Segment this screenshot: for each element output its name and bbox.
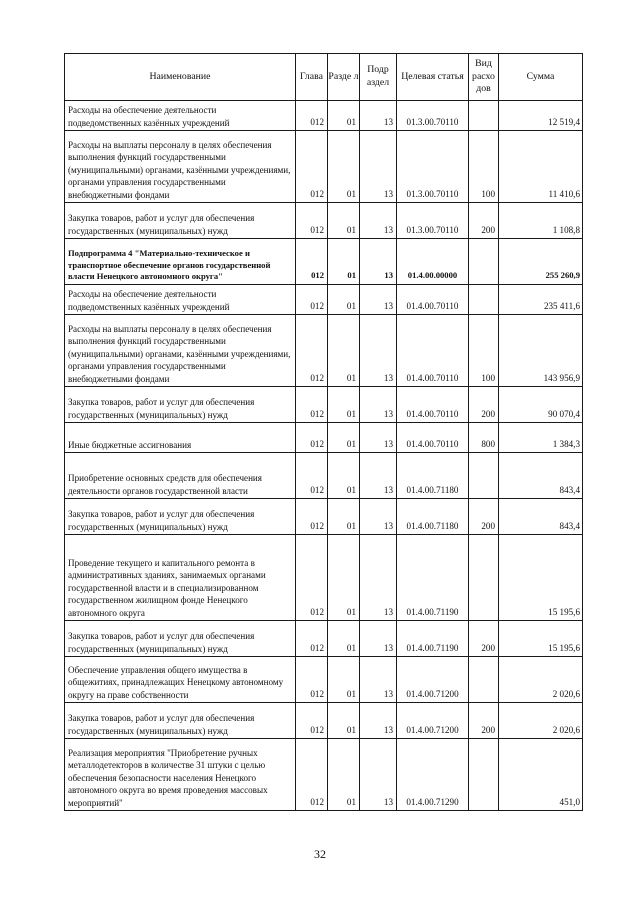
table-row: [65, 621, 583, 657]
row-name: Расходы на выплаты персоналу в целях обеспечения выполнения функций государственными (муниципальными) органами, казёнными учреждениями, органами управления государственными внебюджетными фондами: [65, 315, 296, 387]
row-sum: 1 384,3: [499, 423, 583, 453]
row-glava: 012: [296, 657, 328, 703]
row-glava: 012: [296, 101, 328, 131]
row-vid: [469, 101, 499, 131]
row-podrazdel: 13: [360, 739, 397, 811]
row-glava: 012: [296, 285, 328, 315]
row-target: 01.4.00.70110: [397, 285, 469, 315]
row-podrazdel: 13: [360, 315, 397, 387]
header-name: Наименование: [65, 54, 296, 101]
row-sum: 15 195,6: [499, 621, 583, 657]
table-row: [65, 387, 583, 423]
row-glava: 012: [296, 423, 328, 453]
row-podrazdel: 13: [360, 703, 397, 739]
row-razdel: 01: [328, 239, 360, 285]
row-podrazdel: 13: [360, 285, 397, 315]
table-row: [65, 657, 583, 703]
row-name: Приобретение основных средств для обеспечения деятельности органов государственной власти: [65, 453, 296, 499]
row-podrazdel: 13: [360, 499, 397, 535]
row-target: 01.4.00.71190: [397, 621, 469, 657]
table-row: [65, 239, 583, 285]
row-podrazdel: 13: [360, 657, 397, 703]
row-sum: 1 108,8: [499, 203, 583, 239]
row-name: Закупка товаров, работ и услуг для обеспечения государственных (муниципальных) нужд: [65, 499, 296, 535]
table-row: [65, 535, 583, 621]
row-vid: 200: [469, 499, 499, 535]
row-razdel: 01: [328, 621, 360, 657]
row-vid: [469, 239, 499, 285]
table-header-row: [65, 54, 583, 101]
row-target: 01.3.00.70110: [397, 101, 469, 131]
row-vid: [469, 739, 499, 811]
row-podrazdel: 13: [360, 423, 397, 453]
row-glava: 012: [296, 621, 328, 657]
row-vid: 100: [469, 315, 499, 387]
row-vid: [469, 657, 499, 703]
row-razdel: 01: [328, 315, 360, 387]
row-razdel: 01: [328, 499, 360, 535]
row-target: 01.3.00.70110: [397, 203, 469, 239]
row-razdel: 01: [328, 131, 360, 203]
row-name: Закупка товаров, работ и услуг для обеспечения государственных (муниципальных) нужд: [65, 703, 296, 739]
table-row: [65, 739, 583, 811]
row-razdel: 01: [328, 453, 360, 499]
header-glava: Глава: [296, 54, 328, 101]
row-sum: 90 070,4: [499, 387, 583, 423]
row-razdel: 01: [328, 101, 360, 131]
row-name: Иные бюджетные ассигнования: [65, 423, 296, 453]
header-target: Целевая статья: [397, 54, 469, 101]
table-row: [65, 453, 583, 499]
row-sum: 143 956,9: [499, 315, 583, 387]
row-podrazdel: 13: [360, 101, 397, 131]
row-glava: 012: [296, 739, 328, 811]
row-target: 01.4.00.71190: [397, 535, 469, 621]
row-name: Проведение текущего и капитального ремонта в административных зданиях, занимаемых органами государственной власти и в специализированном государственном жилищном фонде Ненецкого автономного округа: [65, 535, 296, 621]
table-row: [65, 315, 583, 387]
header-vid: Вид расхо дов: [469, 54, 499, 101]
row-vid: 200: [469, 703, 499, 739]
row-razdel: 01: [328, 739, 360, 811]
budget-table: [64, 53, 583, 811]
row-sum: 451,0: [499, 739, 583, 811]
row-sum: 2 020,6: [499, 703, 583, 739]
row-podrazdel: 13: [360, 535, 397, 621]
row-name: Реализация мероприятия "Приобретение ручных металлодетекторов в количестве 31 штуки с целью обеспечения безопасности населения Ненецкого автономного округа во время проведения массовых мероприятий": [65, 739, 296, 811]
row-sum: 235 411,6: [499, 285, 583, 315]
row-name: Закупка товаров, работ и услуг для обеспечения государственных (муниципальных) нужд: [65, 387, 296, 423]
table-row: [65, 499, 583, 535]
row-target: 01.4.00.70110: [397, 315, 469, 387]
header-podrazdel: Подр аздел: [360, 54, 397, 101]
row-vid: 200: [469, 203, 499, 239]
row-podrazdel: 13: [360, 203, 397, 239]
row-sum: 843,4: [499, 453, 583, 499]
header-razdel: Разде л: [328, 54, 360, 101]
row-target: 01.4.00.71180: [397, 453, 469, 499]
row-name: Подпрограмма 4 "Материально-техническое и транспортное обеспечение органов государственной власти Ненецкого автономного округа": [65, 239, 296, 285]
row-target: 01.4.00.71180: [397, 499, 469, 535]
row-glava: 012: [296, 239, 328, 285]
row-razdel: 01: [328, 203, 360, 239]
row-target: 01.4.00.70110: [397, 387, 469, 423]
row-target: 01.3.00.70110: [397, 131, 469, 203]
row-target: 01.4.00.71200: [397, 703, 469, 739]
row-glava: 012: [296, 315, 328, 387]
row-name: Расходы на обеспечение деятельности подведомственных казённых учреждений: [65, 101, 296, 131]
row-sum: 12 519,4: [499, 101, 583, 131]
row-target: 01.4.00.70110: [397, 423, 469, 453]
row-razdel: 01: [328, 387, 360, 423]
row-razdel: 01: [328, 423, 360, 453]
row-name: Закупка товаров, работ и услуг для обеспечения государственных (муниципальных) нужд: [65, 203, 296, 239]
row-glava: 012: [296, 387, 328, 423]
row-name: Расходы на выплаты персоналу в целях обеспечения выполнения функций государственными (муниципальными) органами, казёнными учреждениями, органами управления государственными внебюджетными фондами: [65, 131, 296, 203]
row-podrazdel: 13: [360, 387, 397, 423]
row-vid: 800: [469, 423, 499, 453]
table-row: [65, 131, 583, 203]
row-podrazdel: 13: [360, 131, 397, 203]
row-glava: 012: [296, 131, 328, 203]
row-sum: 11 410,6: [499, 131, 583, 203]
table-row: [65, 203, 583, 239]
row-vid: [469, 285, 499, 315]
row-sum: 255 260,9: [499, 239, 583, 285]
header-sum: Сумма: [499, 54, 583, 101]
row-sum: 15 195,6: [499, 535, 583, 621]
page-number: 32: [314, 847, 326, 861]
row-target: 01.4.00.71290: [397, 739, 469, 811]
row-razdel: 01: [328, 285, 360, 315]
row-glava: 012: [296, 453, 328, 499]
row-vid: 200: [469, 387, 499, 423]
table-row: [65, 703, 583, 739]
row-razdel: 01: [328, 535, 360, 621]
row-razdel: 01: [328, 703, 360, 739]
row-razdel: 01: [328, 657, 360, 703]
row-podrazdel: 13: [360, 453, 397, 499]
row-glava: 012: [296, 535, 328, 621]
row-vid: 200: [469, 621, 499, 657]
row-vid: [469, 535, 499, 621]
row-glava: 012: [296, 703, 328, 739]
row-sum: 2 020,6: [499, 657, 583, 703]
table-row: [65, 423, 583, 453]
row-name: Обеспечение управления общего имущества в общежитиях, принадлежащих Ненецкому автономному округу на праве собственности: [65, 657, 296, 703]
table-row: [65, 101, 583, 131]
row-target: 01.4.00.71200: [397, 657, 469, 703]
row-glava: 012: [296, 499, 328, 535]
row-vid: [469, 453, 499, 499]
row-name: Закупка товаров, работ и услуг для обеспечения государственных (муниципальных) нужд: [65, 621, 296, 657]
row-podrazdel: 13: [360, 621, 397, 657]
row-sum: 843,4: [499, 499, 583, 535]
table-row: [65, 285, 583, 315]
row-glava: 012: [296, 203, 328, 239]
row-podrazdel: 13: [360, 239, 397, 285]
row-target: 01.4.00.00000: [397, 239, 469, 285]
row-name: Расходы на обеспечение деятельности подведомственных казённых учреждений: [65, 285, 296, 315]
row-vid: 100: [469, 131, 499, 203]
